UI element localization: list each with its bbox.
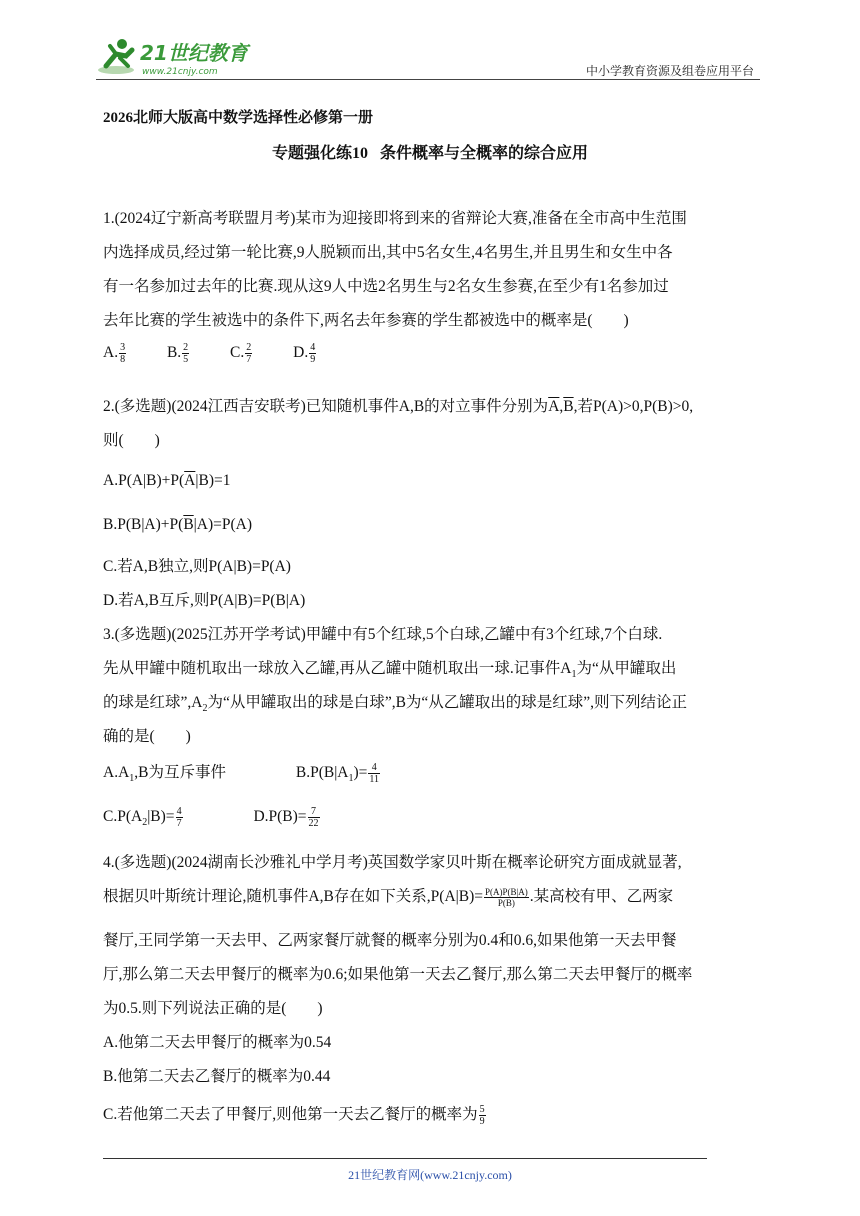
header-platform-text: 中小学教育资源及组卷应用平台 xyxy=(585,64,754,78)
q3-option-c: $C.P(A_2|B)=$ $\frac{4}{7}$ xyxy=(103,806,182,829)
q3-options-ab xyxy=(103,760,381,785)
q4-line-4: 厅,那么第二天去甲餐厅的概率为0.6;如果他第一天去乙餐厅,那么第二天去甲餐厅的概率 xyxy=(103,966,693,983)
q4-line-3: 餐厅,王同学第一天去甲、乙两家餐厅就餐的概率分别为0.4和0.6,如果他第一天去甲餐 xyxy=(103,932,677,949)
q4-option-a: A.他第二天去甲餐厅的概率为0.54 xyxy=(103,1034,332,1051)
q1-line-3: 有一名参加过去年的比赛.现从这9人中选2名男生与2名女生参赛,在至少有1名参加过 xyxy=(103,278,669,295)
q1-options xyxy=(103,342,317,365)
q3-option-a: $A.A_1,B$为互斥事件 xyxy=(103,764,226,785)
q1-line-1: 1.(2024辽宁新高考联盟月考)某市为迎接即将到来的省辩论大赛,准备在全市高中生范围 xyxy=(103,210,687,227)
q3-line-1: 3.(多选题)(2025江苏开学考试)甲罐中有5个红球,5个白球,乙罐中有3个红球,7个白球. xyxy=(103,626,663,643)
q2-option-b: $B.P(B|A)+P(\overline{B}|A)=P(A)$ xyxy=(103,516,253,533)
section-title xyxy=(0,140,860,163)
q4-option-c: C.若他第二天去了甲餐厅,则他第一天去乙餐厅的概率为 $\frac{5}{9}$ xyxy=(103,1103,485,1127)
logo-url-text: www.21cnjy.com xyxy=(142,67,218,77)
q2-option-a: $A.P(A|B)+P(\overline{A}|B)=1$ xyxy=(103,472,231,489)
footer-link[interactable]: 21世纪教育网(www.21cnjy.com) xyxy=(348,1168,512,1182)
q2-option-d: D.若A,B互斥,则P(A|B)=P(B|A) xyxy=(103,592,306,609)
q1-line-4: 去年比赛的学生被选中的条件下,两名去年参赛的学生都被选中的概率是( ) xyxy=(103,312,629,329)
q4-option-b: B.他第二天去乙餐厅的概率为0.44 xyxy=(103,1068,331,1085)
q3-line-2: 先从甲罐中随机取出一球放入乙罐,再从乙罐中随机取出一球.记事件$A_1$为“从甲罐取出 xyxy=(103,660,677,681)
q4-line-5: 为0.5.则下列说法正确的是( ) xyxy=(103,1000,323,1017)
footer-divider xyxy=(103,1158,707,1159)
q1-option-d: D. $\frac{4}{9}$ xyxy=(293,342,316,365)
q2-line-2: 则( ) xyxy=(103,432,160,449)
book-title: 2026北师大版高中数学选择性必修第一册 xyxy=(103,110,374,126)
logo xyxy=(96,36,266,80)
q4-line-2: 根据贝叶斯统计理论,随机事件A,B存在如下关系,P(A|B)= $\frac{P(A)P(B|A)}{P(B)}$ .某高校有甲、乙两家 xyxy=(103,886,674,908)
q1-line-2: 内选择成员,经过第一轮比赛,9人脱颖而出,其中5名女生,4名男生,并且男生和女生中各 xyxy=(103,244,673,261)
q3-option-d: D.P(B)= $\frac{7}{22}$ xyxy=(253,806,319,829)
logo-main-text: 21世纪教育 xyxy=(140,41,248,65)
section-subtitle: 条件概率与全概率的综合应用 xyxy=(380,145,589,162)
q4-line-1: 4.(多选题)(2024湖南长沙雅礼中学月考)英国数学家贝叶斯在概率论研究方面成就显著, xyxy=(103,854,682,871)
q3-options-cd xyxy=(103,806,321,829)
runner-logo-icon xyxy=(96,36,266,80)
q3-line-4: 确的是( ) xyxy=(103,728,191,745)
q1-option-c: C. $\frac{2}{7}$ xyxy=(230,342,252,365)
q3-option-b: $B.P(B|A_1)=$ $\frac{4}{11}$ xyxy=(295,761,380,785)
q1-option-b: B. $\frac{2}{5}$ xyxy=(166,342,189,365)
header-divider xyxy=(96,79,760,80)
q2-option-c: C.若A,B独立,则P(A|B)=P(A) xyxy=(103,558,291,575)
q1-option-a: A. $\frac{3}{8}$ xyxy=(103,342,126,365)
q2-line-1: 2.(多选题)(2024江西吉安联考)已知随机事件A,B的对立事件分别为$\overline{A},\overline{B}$,若P(A)>0,P(B)>0, xyxy=(103,398,694,415)
q3-line-3: 的球是红球$”,A_2$为“从甲罐取出的球是白球”,B为“从乙罐取出的球是红球”,则下列结论正 xyxy=(103,694,688,715)
section-number: 专题强化练10 xyxy=(271,145,368,162)
